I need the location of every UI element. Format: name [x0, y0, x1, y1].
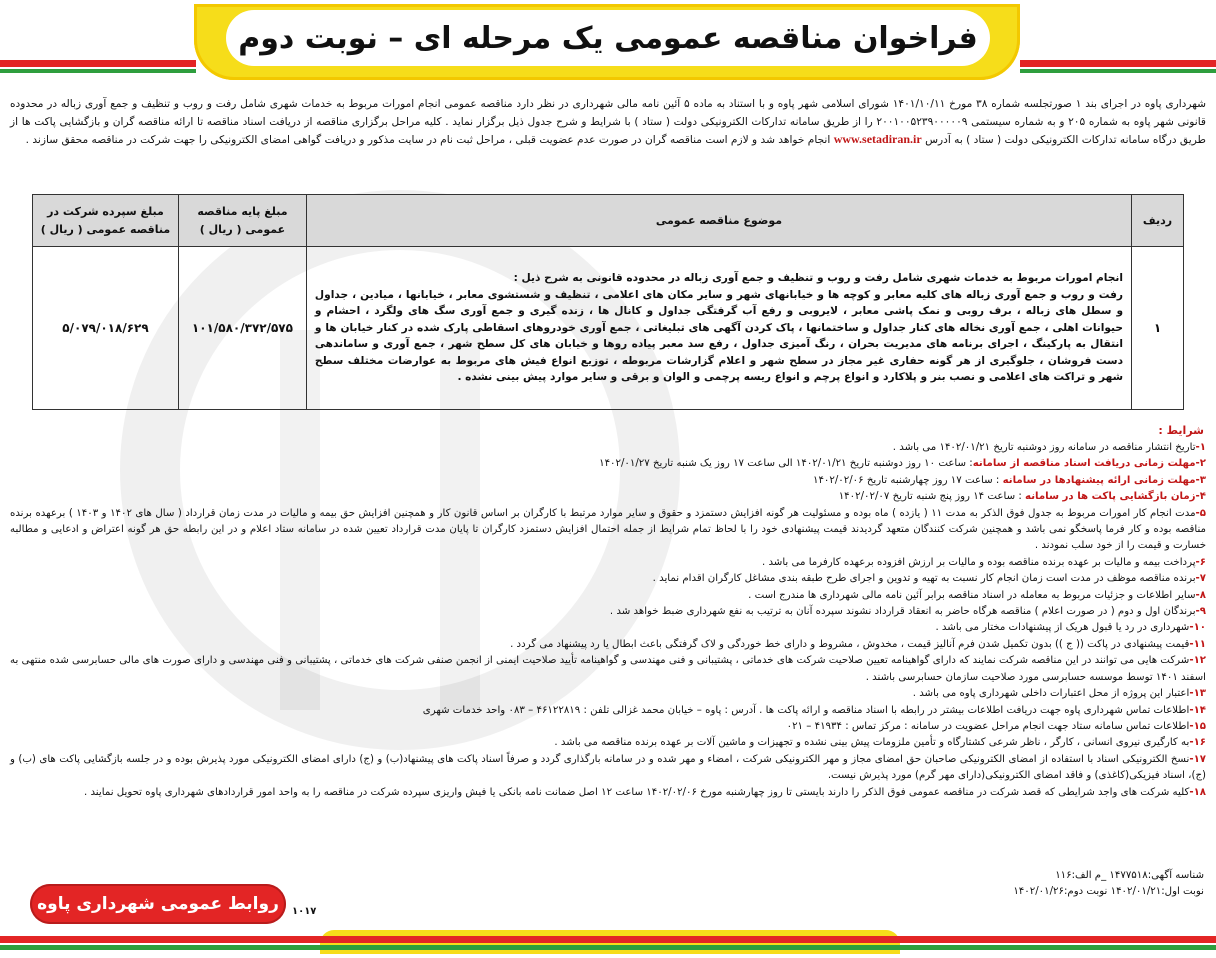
header-subject: موضوع مناقصه عمومی	[306, 195, 1131, 247]
condition-text: : ساعت ۱۷ روز چهارشنبه تاریخ ۱۴۰۲/۰۲/۰۶	[812, 474, 1003, 486]
condition-number: ۱۳-	[1189, 688, 1206, 700]
condition-number: ۷-	[1195, 573, 1206, 585]
header-base-price: مبلغ پایه مناقصه عمومی ( ریال )	[178, 195, 306, 247]
ad-id: شناسه آگهی:۱۴۷۷۵۱۸ _م الف:۱۱۶	[1055, 870, 1204, 881]
cell-subject	[306, 247, 1131, 410]
public-relations-badge: روابط عمومی شهرداری پاوه	[30, 884, 286, 924]
condition-text: برنده مناقصه موظف در مدت است زمان انجام کار نسبت به تهیه و تدوین و اجرای طرح طبقه بندی مشاغل کارگران اقدام نماید .	[652, 573, 1196, 585]
decor-red-bar-left	[0, 60, 196, 67]
subject-lead: انجام امورات مربوط به خدمات شهری شامل رفت و روب و تنظیف و جمع آوری زباله در محدوده قانونی به شرح ذیل :	[513, 271, 1124, 284]
condition-text: سایر اطلاعات و جزئیات مربوط به معامله در اسناد مناقصه برابر آئین نامه مالی شهرداری ها مندرج است .	[748, 589, 1196, 601]
condition-text: تاریخ انتشار مناقصه در سامانه روز دوشنبه تاریخ ۱۴۰۲/۰۱/۲۱ می باشد .	[892, 442, 1196, 453]
condition-item	[10, 555, 1206, 571]
condition-number: ۱-	[1195, 442, 1206, 453]
condition-item	[10, 489, 1206, 505]
condition-item	[10, 752, 1206, 785]
condition-text: پرداخت بیمه و مالیات بر عهده برنده مناقصه بوده و مالیات بر ارزش افزوده برعهده کارفرما می باشد .	[761, 556, 1196, 568]
decor-red-bar-right	[1020, 60, 1216, 67]
condition-highlight: مهلت زمانی ارائه پیشنهادها در سامانه	[1002, 474, 1196, 486]
condition-text: اطلاعات تماس شهرداری پاوه جهت دریافت اطلاعات بیشتر در رابطه با اسناد مناقصه و ارائه پاکت ها . آدرس : پاوه – خیابان محمد غزالی تلفن : ۴۶۱۲۲۸۱۹ – ۰۸۳ واحد خدمات شهری	[422, 704, 1190, 716]
table-row	[33, 247, 1184, 410]
publish-dates: نوبت اول:۱۴۰۲/۰۱/۲۱ نوبت دوم:۱۴۰۲/۰۱/۲۶	[1013, 886, 1204, 898]
condition-highlight: مهلت زمانی دریافت اسناد مناقصه از سامانه	[972, 458, 1196, 470]
ad-code: ۱۰۱۷	[292, 906, 317, 917]
tender-table	[32, 194, 1184, 410]
condition-item	[10, 735, 1206, 751]
condition-number: ۱۷-	[1189, 753, 1206, 765]
condition-item	[10, 571, 1206, 587]
condition-number: ۸-	[1195, 589, 1206, 601]
table-header-row	[33, 195, 1184, 247]
condition-item	[10, 719, 1206, 735]
condition-text: شرکت هایی می توانند در این مناقصه شرکت نمایند که دارای گواهینامه تعیین صلاحیت شرکت های خدماتی ، پشتیبانی و فنی مهندسی و گواهینامه تأیید صلاحیت ایمنی از انجمن صنفی شرکت های خدماتی ، پشتیبانی و فنی مهندسی و دارای صورت های مالی حسابرسی شده منتهی به اسفند ۱۴۰۱ توسط موسسه حسابرسی مورد صلاحیت سازمان حسابرسی باشند .	[10, 655, 1206, 683]
intro-text-after: انجام خواهد شد و لازم است مناقصه گران در صورت عدم عضویت قبلی ، مراحل ثبت نام در سایت مذکور و دریافت گواهی امضای الکترونیکی را جهت شرکت در مناقصه محقق سازند .	[25, 134, 831, 146]
condition-text: اطلاعات تماس سامانه ستاد جهت انجام مراحل عضویت در سامانه : مرکز تماس : ۴۱۹۳۴ – ۰۲۱	[786, 720, 1190, 732]
condition-text: : ساعت ۱۰ روز دوشنبه تاریخ ۱۴۰۲/۰۱/۲۱ الی ساعت ۱۷ روز یک شنبه تاریخ ۱۴۰۲/۰۱/۲۷	[599, 458, 973, 470]
intro-paragraph	[10, 96, 1206, 150]
conditions-title: شرایط :	[1158, 424, 1204, 437]
condition-text: برندگان اول و دوم ( در صورت اعلام ) مناقصه هرگاه حاضر به انعقاد قرارداد نشوند سپرده آنان به ترتیب به نفع شهرداری ضبط خواهد شد .	[609, 606, 1196, 618]
header-row-number: ردیف	[1132, 195, 1184, 247]
condition-highlight: زمان بازگشایی پاکت ها در سامانه	[1025, 491, 1196, 503]
header-deposit: مبلغ سپرده شرکت در مناقصه عمومی ( ریال )	[33, 195, 179, 247]
condition-text: قیمت پیشنهادی در پاکت (( ج )) بدون تکمیل شدن فرم آنالیز قیمت ، مخدوش ، مشروط و دارای خط خوردگی و لاک گرفتگی باعث ابطال یا رد پیشنهاد می گردد .	[510, 638, 1190, 650]
title-white-pill	[226, 10, 990, 66]
footer-info	[1013, 868, 1204, 901]
condition-item	[10, 653, 1206, 686]
cell-row-number: ۱	[1132, 247, 1184, 410]
condition-text: به کارگیری نیروی انسانی ، کارگر ، ناظر شرعی کشتارگاه و تأمین ملزومات پیش بینی نشده و تجهیزات و ماشین آلات بر عهده برنده مناقصه می باشد .	[554, 737, 1190, 749]
condition-text: کلیه شرکت های واجد شرایطی که قصد شرکت در مناقصه عمومی فوق الذکر را دارند بایستی تا روز چهارشنبه مورخ ۱۴۰۲/۰۲/۰۶ ساعت ۱۲ اصل ضمانت نامه بانکی یا فیش واریزی سپرده شرکت در مناقصه را به واحد امور قراردادهای شهرداری پاوه تحویل نمایند .	[83, 786, 1190, 798]
condition-number: ۴-	[1195, 491, 1206, 503]
condition-number: ۱۰-	[1189, 622, 1206, 634]
condition-text: مدت انجام کار امورات مربوط به جدول فوق الذکر به مدت ۱۱ ( یازده ) ماه بوده و مسئولیت هر گونه افزایش دستمزد و حقوق و سایر موارد مرتبط با کارگران بر اساس قانون کار و همچنین افزایش حق بیمه و مالیات در مدت زمان قرارداد ( سال های ۱۴۰۲ و ۱۴۰۳ ) برعهده برنده مناقصه بوده و کار فرما پاسخگو نمی باشد و همچنین شرکت کنندگان متعهد گردیدند قیمت پیشنهادی خود را با لحاظ تمام شرایط از جمله احتمال افزایش دستمزد کارگران تا پایان مدت قرارداد تعیین شده در سامانه ستاد اعلام و در این رابطه حق هر گونه اعتراض و ادعایی و مطالبه خسارت و قیمت را از خود سلب نمودند .	[10, 507, 1206, 552]
condition-item	[10, 785, 1206, 801]
conditions-list	[10, 440, 1206, 801]
condition-item	[10, 473, 1206, 489]
condition-number: ۱۶-	[1189, 737, 1206, 749]
intro-text: شهرداری پاوه در اجرای بند ۱ صورتجلسه شماره ۳۸ مورخ ۱۴۰۱/۱۰/۱۱ شورای اسلامی شهر پاوه و با استناد به ماده ۵ آئین نامه مالی شهرداری در نظر دارد مناقصه عمومی انجام امورات مربوط به خدمات شهری شامل رفت و روب و تنظیف و جمع آوری زباله در محدوده قانونی شهر پاوه به شماره ۲۰۵ و به شماره سیستمی ۲۰۰۱۰۰۵۲۳۹۰۰۰۰۰۹ را از طریق سامانه تدارکات الکترونیکی دولت ( ستاد ) با شرایط و شرح جدول ذیل برگزار نماید . کلیه مراحل برگزاری مناقصه از دریافت اسناد مناقصه تا ارائه مناقصه گران و بازگشایی پاکت ها از طریق درگاه سامانه تدارکات الکترونیکی دولت ( ستاد ) به آدرس	[10, 98, 1207, 146]
condition-number: ۹-	[1195, 606, 1206, 618]
condition-item	[10, 440, 1206, 456]
condition-number: ۶-	[1195, 556, 1206, 568]
condition-item	[10, 620, 1206, 636]
decor-bottom-red-bar	[0, 936, 1216, 943]
setad-link[interactable]: www.setadiran.ir	[833, 132, 922, 146]
condition-number: ۱۵-	[1189, 720, 1206, 732]
condition-number: ۱۸-	[1189, 786, 1206, 798]
condition-number: ۵-	[1195, 507, 1206, 519]
page-title: فراخوان مناقصه عمومی یک مرحله ای – نوبت دوم	[238, 20, 978, 56]
subject-body: رفت و روب و جمع آوری زباله های کلیه معابر و کوچه ها و خیابانهای شهر و سایر مکان های اعلامی ، تنظیف و شستشوی معابر ، خیابانها ، میادین ، جداول و سطل های زباله ، برف روبی و نمک پاشی معابر ، لایروبی و رفع آب گرفتگی جداول و کانال ها ، زنده گیری و جمع آوری سگ های ولگرد ، احشام و حیوانات اهلی ، جمع آوری نخاله های کنار جداول و ساختمانها ، پاک کردن آگهی های تبلیغاتی ، جمع آوری خودروهای اسقاطی پارک شده در کنار خیابان ها و انتقال به پارکینگ ، اجرای برنامه های مدیریت بحران ، رنگ آمیزی جداول ، رفع سد معبر پیاده روها و خیابان های کل سطح شهر ، جمع آوری و ساماندهی دست فروشان ، جلوگیری از هر گونه حفاری غیر مجاز در سطح شهر و اعلام گزارشات مربوطه ، توزیع انواع فیش های مربوط به عوارضات مختلف سطح شهر و تراکت های اعلامی و نصب بنر و پلاکارد و انواع پرچم و انواع ریسه پرچمی و الوان و برقی و سایر موارد پیش بینی نشده .	[314, 288, 1124, 384]
condition-number: ۲-	[1195, 458, 1206, 470]
decor-bottom-green-bar	[0, 945, 1216, 950]
condition-item	[10, 456, 1206, 472]
cell-deposit: ۵/۰۷۹/۰۱۸/۶۲۹	[33, 247, 179, 410]
condition-number: ۱۴-	[1189, 704, 1206, 716]
decor-green-bar-left	[0, 69, 196, 73]
condition-item	[10, 686, 1206, 702]
title-banner	[0, 0, 1216, 84]
condition-text: نسخ الکترونیکی اسناد با استفاده از امضای الکترونیکی صاحبان حق امضای مجاز و مهر الکترونیکی شرکت ، امضاء و مهر شده و در سامانه بارگذاری گردد و صرفاً اسناد پاکت های پیشنهاد(ب) و (ج) دارای امضای الکترونیکی مورد پذیرش بوده و در جلسه بازگشایی پاکت های (ب) و (ج)، اسناد فیزیکی(کاغذی) و فاقد امضای الکترونیکی(دارای مهر گرم) مورد پذیرش نیست.	[10, 753, 1206, 782]
cell-base-price: ۱۰۱/۵۸۰/۳۷۲/۵۷۵	[178, 247, 306, 410]
condition-item	[10, 588, 1206, 604]
decor-green-bar-right	[1020, 69, 1216, 73]
condition-text: شهرداری در رد یا قبول هریک از پیشنهادات مختار می باشد .	[935, 622, 1190, 634]
condition-number: ۱۲-	[1189, 655, 1206, 667]
condition-text: : ساعت ۱۴ روز پنج شنبه تاریخ ۱۴۰۲/۰۲/۰۷	[838, 491, 1026, 503]
condition-text: اعتبار این پروژه از محل اعتبارات داخلی شهرداری پاوه می باشد .	[912, 688, 1190, 700]
condition-item	[10, 637, 1206, 653]
condition-item	[10, 506, 1206, 555]
condition-item	[10, 703, 1206, 719]
condition-number: ۳-	[1195, 474, 1206, 486]
condition-item	[10, 604, 1206, 620]
condition-number: ۱۱-	[1189, 638, 1206, 650]
